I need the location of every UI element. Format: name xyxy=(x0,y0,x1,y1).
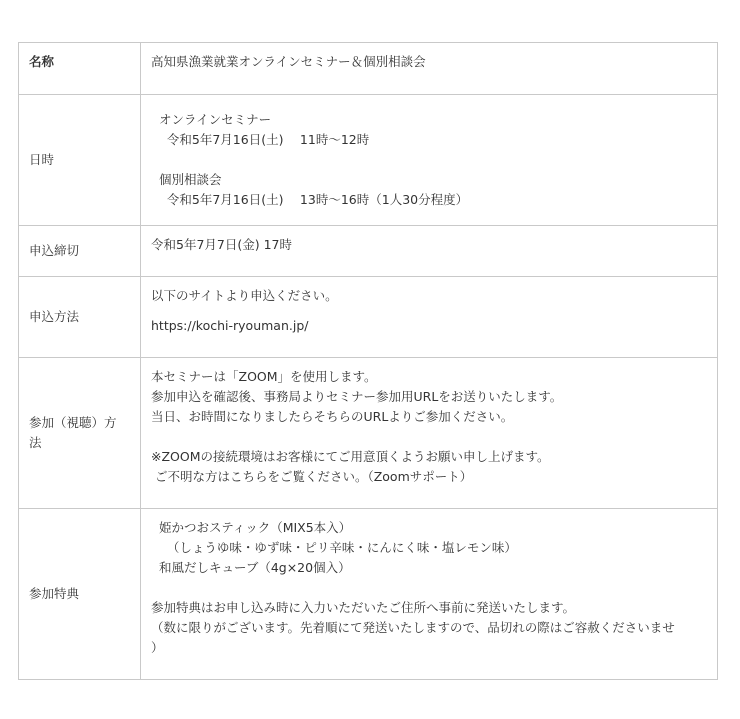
benefit-line: 参加特典はお申し込み時に入力いただいたご住所へ事前に発送いたします。 xyxy=(151,600,576,615)
row-label xyxy=(19,95,141,226)
benefit-line: 姫かつおスティック（MIX5本入） xyxy=(151,520,352,535)
benefit-line xyxy=(151,578,707,598)
apply-instruction: 以下のサイトより申込ください。 xyxy=(151,288,338,303)
row-label xyxy=(19,509,141,680)
label-participation-method: 法 xyxy=(29,435,42,450)
benefit-line: （しょうゆ味・ゆず味・ピリ辛味・にんにく味・塩レモン味） xyxy=(151,540,517,555)
label-participation-method: 参加（視聴）方 xyxy=(29,415,117,430)
apply-site-link[interactable]: https://kochi-ryouman.jp/ xyxy=(151,318,309,333)
row-label xyxy=(19,226,141,277)
row-label xyxy=(19,43,141,95)
method-line xyxy=(151,427,707,447)
zoom-support-link[interactable]: ご不明な方はこちらをご覧ください。（Zoomサポート） xyxy=(151,469,473,484)
datetime-line: オンラインセミナー xyxy=(151,112,272,127)
table-row xyxy=(19,277,718,358)
deadline-text: 令和5年7月7日(金) 17時 xyxy=(151,237,292,252)
table-row xyxy=(19,43,718,95)
table-row xyxy=(19,358,718,509)
label-benefits: 参加特典 xyxy=(29,586,80,601)
row-value xyxy=(141,358,718,509)
row-value xyxy=(141,509,718,680)
method-line: 本セミナーは「ZOOM」を使用します。 xyxy=(151,369,377,384)
row-value xyxy=(141,43,718,95)
table-row xyxy=(19,226,718,277)
datetime-line: 令和5年7月16日(土) 11時〜12時 xyxy=(151,132,370,147)
row-value xyxy=(141,277,718,358)
benefit-line: ） xyxy=(151,640,164,655)
event-name: 高知県漁業就業オンラインセミナー＆個別相談会 xyxy=(151,54,426,69)
datetime-line: 令和5年7月16日(土) 13時〜16時（1人30分程度） xyxy=(151,192,469,207)
row-label xyxy=(19,277,141,358)
event-info-table xyxy=(18,42,718,680)
row-value xyxy=(141,226,718,277)
benefit-line: （数に限りがございます。先着順にて発送いたしますので、品切れの際はご容赦くださいませ xyxy=(151,620,675,635)
datetime-line xyxy=(151,150,707,170)
row-label xyxy=(19,358,141,509)
table-row xyxy=(19,509,718,680)
method-line: ※ZOOMの接続環境はお客様にてご用意頂くようお願い申し上げます。 xyxy=(151,449,550,464)
datetime-line: 個別相談会 xyxy=(151,172,222,187)
benefit-line: 和風だしキューブ（4g×20個入） xyxy=(151,560,351,575)
label-name: 名称 xyxy=(29,54,55,69)
label-datetime: 日時 xyxy=(29,152,55,167)
row-value xyxy=(141,95,718,226)
method-line: 参加申込を確認後、事務局よりセミナー参加用URLをお送りいたします。 xyxy=(151,389,563,404)
table-row xyxy=(19,95,718,226)
label-apply-method: 申込方法 xyxy=(29,309,80,324)
method-line: 当日、お時間になりましたらそちらのURLよりご参加ください。 xyxy=(151,409,514,424)
label-deadline: 申込締切 xyxy=(29,243,80,258)
